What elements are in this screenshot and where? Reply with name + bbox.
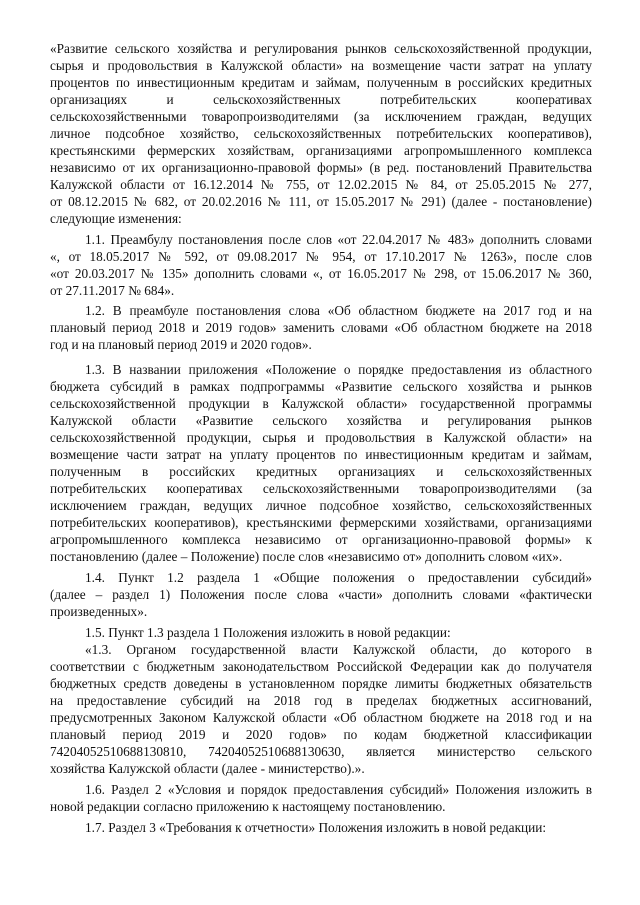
- text-line: сельскохозяйственной продукции в Калужской области» государственной программы: [50, 396, 592, 411]
- text-line: исключением граждан, ведущих личное подсобное хозяйство, сельскохозяйственных: [50, 498, 592, 513]
- text-line: 1.2. В преамбуле постановления слова «Об областном бюджете на 2017 год и на: [85, 303, 592, 318]
- text-line: постановлению (далее – Положение) после слов «независимо от» дополнить словом «их».: [50, 549, 563, 564]
- text-line: произведенных».: [50, 604, 148, 619]
- text-line: полученным в российских кредитных организациях и сельскохозяйственных: [50, 464, 592, 479]
- text-line: независимо от их организационно-правовой формы» (в ред. постановлений Правительства: [50, 160, 592, 175]
- text-line: соответствии с бюджетным законодательством Российской Федерации как до получателя: [50, 659, 592, 674]
- text-line: организациях и сельскохозяйственных потребительских кооперативах: [50, 92, 592, 107]
- text-line: плановый период 2018 и 2019 годов» заменить словами «Об областном бюджете на 2018: [50, 320, 592, 335]
- text-line: сельскохозяйственной продукции, сырья и продовольствия в Калужской области» на: [50, 430, 592, 445]
- text-line: от 08.12.2015 № 682, от 20.02.2016 № 111, от 15.05.2017 № 291) (далее - постановление): [50, 194, 592, 209]
- text-line: хозяйства Калужской области (далее - министерство).».: [50, 761, 365, 776]
- text-line: «Развитие сельского хозяйства и регулирования рынков сельскохозяйственной продукции,: [50, 41, 592, 56]
- text-line: потребительских кооперативов), крестьянскими фермерскими хозяйствами, организациями: [50, 515, 592, 530]
- text-line: крестьянскими фермерских хозяйствам, организациями агропромышленного комплекса: [50, 143, 592, 158]
- text-line: потребительских кооперативах сельскохозяйственными товаропроизводителями (за: [50, 481, 592, 496]
- text-line: 1.7. Раздел 3 «Требования к отчетности» Положения изложить в новой редакции:: [85, 820, 547, 835]
- text-line: «, от 18.05.2017 № 592, от 09.08.2017 № 954, от 17.10.2017 № 1263», после слов: [50, 249, 592, 264]
- text-line: 1.4. Пункт 1.2 раздела 1 «Общие положения о предоставлении субсидий»: [85, 570, 592, 585]
- text-line: 74204052510688130810, 74204052510688130630, является министерство сельского: [50, 744, 592, 759]
- text-line: Калужской области от 16.12.2014 № 755, от 12.02.2015 № 84, от 25.05.2015 № 277,: [50, 177, 592, 192]
- text-line: «от 20.03.2017 № 135» дополнить словами «, от 16.05.2017 № 298, от 15.06.2017 № 360,: [50, 266, 592, 281]
- text-line: 1.5. Пункт 1.3 раздела 1 Положения изложить в новой редакции:: [85, 625, 451, 640]
- text-line: агропромышленного комплекса независимо от организационно-правовой формы» к: [50, 532, 592, 547]
- text-line: год и на плановый период 2019 и 2020 годов».: [50, 337, 312, 352]
- text-line: личное подсобное хозяйство, сельскохозяйственных потребительских кооперативов),: [50, 126, 592, 141]
- text-line: плановый период 2019 и 2020 годов» по кодам бюджетной классификации: [50, 727, 592, 742]
- text-line: процентов по инвестиционным кредитам и займам, полученным в российских кредитных: [50, 75, 592, 90]
- text-line: 1.3. В названии приложения «Положение о порядке предоставления из областного: [85, 362, 592, 377]
- text-line: сельскохозяйственными товаропроизводителями (за исключением граждан, ведущих: [50, 109, 592, 124]
- text-line: Калужской области «Развитие сельского хозяйства и регулирования рынков: [50, 413, 592, 428]
- text-line: 1.1. Преамбулу постановления после слов «от 22.04.2017 № 483» дополнить словами: [85, 232, 592, 247]
- text-line: 1.6. Раздел 2 «Условия и порядок предоставления субсидий» Положения изложить в: [85, 782, 592, 797]
- text-line: новой редакции согласно приложению к настоящему постановлению.: [50, 799, 446, 814]
- text-line: «1.3. Органом государственной власти Калужской области, до которого в: [85, 642, 592, 657]
- text-line: возмещение части затрат на уплату процентов по инвестиционным кредитам и займам,: [50, 447, 592, 462]
- text-line: от 27.11.2017 № 684».: [50, 283, 175, 298]
- text-line: (далее – раздел 1) Положения после слова «части» дополнить словами «фактически: [50, 587, 592, 602]
- text-line: сырья и продовольствия в Калужской области» на возмещение части затрат на уплату: [50, 58, 592, 73]
- text-line: бюджета субсидий в рамках подпрограммы «Развитие сельского хозяйства и рынков: [50, 379, 592, 394]
- text-line: на предоставление субсидий на 2018 год в пределах бюджетных ассигнований,: [50, 693, 592, 708]
- text-line: бюджетных средств доведены в установленном порядке лимиты бюджетных обязательств: [50, 676, 592, 691]
- text-line: следующие изменения:: [50, 211, 182, 226]
- text-line: предусмотренных Законом Калужской области «Об областном бюджете на 2018 год и на: [50, 710, 592, 725]
